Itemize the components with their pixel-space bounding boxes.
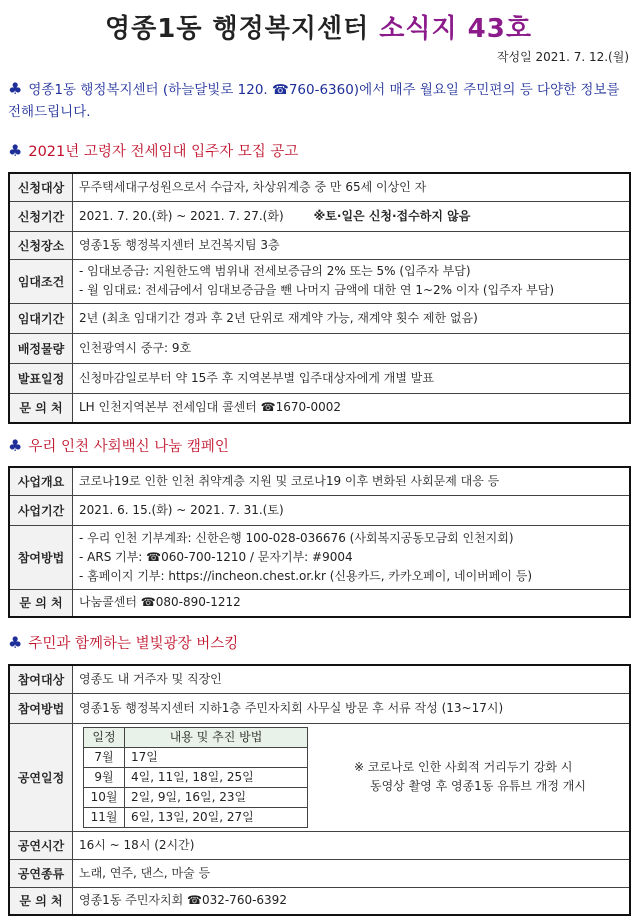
value-line — [79, 501, 623, 520]
value-line — [79, 529, 623, 548]
newsletter-title — [0, 8, 637, 45]
value-text: 나눔콜센터 ☎080-890-1212 — [79, 595, 241, 610]
row-label: 공연종류 — [9, 859, 73, 887]
row-value — [73, 363, 631, 393]
value-line — [79, 281, 623, 300]
row-value — [73, 231, 631, 259]
row-label: 문 의 처 — [9, 887, 73, 915]
row-value — [73, 859, 631, 887]
row-value — [73, 693, 631, 723]
table-row — [9, 363, 630, 393]
row-label: 임대조건 — [9, 259, 73, 303]
value-text: 2021. 6. 15.(화) ~ 2021. 7. 31.(토) — [79, 502, 284, 517]
value-text: LH 인천지역본부 전세임대 콜센터 ☎1670-0002 — [79, 400, 342, 415]
value-line — [79, 207, 623, 226]
title-main: 영종1동 행정복지센터 — [105, 14, 380, 44]
date: 작성일 2021. 7. 12.(월) — [496, 50, 629, 64]
value-text: - 월 임대료: 전세금에서 임대보증금을 뺀 나머지 금액에 대한 연 1~2% 이자 (입주자 부담) — [79, 283, 554, 297]
section3-heading — [8, 632, 238, 653]
row-value — [73, 333, 631, 363]
row-value — [73, 467, 631, 495]
table-row — [9, 859, 630, 887]
row-label: 공연시간 — [9, 831, 73, 859]
row-value — [73, 723, 631, 831]
schedule-days: 6일, 13일, 20일, 27일 — [125, 807, 308, 827]
table-row — [9, 831, 630, 859]
value-text: 인천광역시 중구: 9호 — [79, 340, 192, 355]
intro — [8, 78, 628, 123]
section3-title: 주민과 함께하는 별빛광장 버스킹 — [28, 636, 239, 652]
value-line — [79, 864, 623, 883]
schedule-table — [83, 727, 308, 828]
schedule-row — [84, 747, 308, 767]
row-label: 신청기간 — [9, 201, 73, 231]
table-row — [9, 467, 630, 495]
section1-heading — [8, 140, 298, 161]
header-content: 내용 및 추진 방법 — [125, 727, 308, 747]
value-line — [79, 178, 623, 197]
value-text: 영종도 내 거주자 및 직장인 — [79, 671, 222, 686]
row-label: 임대기간 — [9, 303, 73, 333]
row-label: 공연일정 — [9, 723, 73, 831]
schedule-days: 17일 — [125, 747, 308, 767]
value-line — [79, 262, 623, 281]
schedule-month: 9월 — [84, 767, 125, 787]
row-value — [73, 525, 631, 589]
table-row — [9, 495, 630, 525]
value-line — [79, 339, 623, 358]
row-value — [73, 393, 631, 423]
row-label: 신청장소 — [9, 231, 73, 259]
note-line: ※ 코로나로 인한 사회적 거리두기 강화 시 — [354, 760, 573, 774]
section1-table — [8, 172, 631, 424]
value-line — [79, 593, 623, 612]
note-line: 동영상 촬영 후 영종1동 유튜브 개정 개시 — [370, 779, 586, 793]
section1-title: 2021년 고령자 전세임대 입주자 모집 공고 — [28, 144, 299, 160]
value-line — [79, 236, 623, 255]
schedule-row — [84, 807, 308, 827]
schedule-header — [84, 727, 308, 747]
value-text: 2년 (최초 임대기간 경과 후 2년 단위로 재계약 가능, 재계약 횟수 제한 없음) — [79, 310, 478, 325]
table-row — [9, 231, 630, 259]
value-text: 영종1동 행정복지센터 보건복지팀 3층 — [79, 237, 280, 252]
section2-table — [8, 466, 631, 618]
row-value — [73, 495, 631, 525]
row-label: 사업기간 — [9, 495, 73, 525]
club-icon: ♣ — [8, 436, 23, 455]
value-text: 16시 ~ 18시 (2시간) — [79, 837, 195, 852]
value-text: 무주택세대구성원으로서 수급자, 차상위계층 중 만 65세 이상인 자 — [79, 179, 427, 194]
row-label: 참여방법 — [9, 525, 73, 589]
table-row — [9, 201, 630, 231]
schedule-note — [354, 758, 586, 796]
schedule-month: 10월 — [84, 787, 125, 807]
club-icon: ♣ — [8, 633, 23, 652]
value-text: - 우리 인천 기부계좌: 신한은행 100-028-036676 (사회복지공동모금회 인천지회) — [79, 530, 514, 545]
row-value — [73, 173, 631, 201]
value-text: 영종1동 행정복지센터 지하1층 주민자치회 사무실 방문 후 서류 작성 (13~17시) — [79, 700, 504, 715]
value-text: - 임대보증금: 지원한도액 범위내 전세보증금의 2% 또는 5% (입주자 부담) — [79, 264, 471, 278]
table-row — [9, 303, 630, 333]
table-row — [9, 173, 630, 201]
value-text: 노래, 연주, 댄스, 마술 등 — [79, 865, 211, 880]
header-month: 일정 — [84, 727, 125, 747]
section3-table — [8, 664, 631, 916]
row-label: 문 의 처 — [9, 589, 73, 617]
value-line — [79, 836, 623, 855]
schedule-row — [84, 767, 308, 787]
row-value — [73, 665, 631, 693]
table-row — [9, 525, 630, 589]
row-value — [73, 259, 631, 303]
value-note: ※토·일은 신청·접수하지 않음 — [313, 208, 471, 223]
row-label: 사업개요 — [9, 467, 73, 495]
row-value — [73, 589, 631, 617]
schedule-wrap — [79, 724, 623, 831]
section2-heading — [8, 435, 229, 456]
value-text: 영종1동 주민자치회 ☎032-760-6392 — [79, 893, 287, 908]
section2-title: 우리 인천 사회백신 나눔 캠페인 — [28, 439, 229, 455]
value-line — [79, 670, 623, 689]
row-label: 신청대상 — [9, 173, 73, 201]
club-icon: ♣ — [8, 141, 23, 160]
row-label: 발표일정 — [9, 363, 73, 393]
table-row — [9, 333, 630, 363]
schedule-month: 11월 — [84, 807, 125, 827]
value-line — [79, 472, 623, 491]
intro-text: 영종1동 행정복지센터 (하늘달빛로 120. ☎760-6360)에서 매주 월요일 주민편의 등 다양한 정보를 전해드립니다. — [8, 82, 620, 120]
table-row — [9, 589, 630, 617]
value-text: 신청마감일로부터 약 15주 후 지역본부별 입주대상자에게 개별 발표 — [79, 370, 434, 385]
row-value — [73, 303, 631, 333]
schedule-month: 7월 — [84, 747, 125, 767]
schedule-days: 4일, 11일, 18일, 25일 — [125, 767, 308, 787]
row-value — [73, 887, 631, 915]
value-text: 코로나19로 인한 인천 취약계층 지원 및 코로나19 이후 변화된 사회문제 대응 등 — [79, 473, 500, 488]
value-text: - 홈페이지 기부: https://incheon.chest.or.kr (신용카드, 카카오페이, 네이버페이 등) — [79, 568, 533, 583]
table-row — [9, 665, 630, 693]
table-row-schedule — [9, 723, 630, 831]
value-line — [79, 369, 623, 388]
value-line — [79, 699, 623, 718]
value-text: 2021. 7. 20.(화) ~ 2021. 7. 27.(화) — [79, 208, 284, 223]
table-row — [9, 887, 630, 915]
table-row — [9, 393, 630, 423]
schedule-row — [84, 787, 308, 807]
value-line — [79, 567, 623, 586]
row-value — [73, 831, 631, 859]
schedule-days: 2일, 9일, 16일, 23일 — [125, 787, 308, 807]
value-line — [79, 398, 623, 417]
club-icon: ♣ — [8, 79, 23, 98]
row-label: 참여대상 — [9, 665, 73, 693]
row-value — [73, 201, 631, 231]
value-line — [79, 309, 623, 328]
value-line — [79, 891, 623, 910]
table-row — [9, 693, 630, 723]
value-text: - ARS 기부: ☎060-700-1210 / 문자기부: #9004 — [79, 549, 353, 564]
row-label: 배정물량 — [9, 333, 73, 363]
title-accent: 소식지 43호 — [379, 14, 532, 44]
table-row — [9, 259, 630, 303]
row-label: 문 의 처 — [9, 393, 73, 423]
row-label: 참여방법 — [9, 693, 73, 723]
value-line — [79, 548, 623, 567]
